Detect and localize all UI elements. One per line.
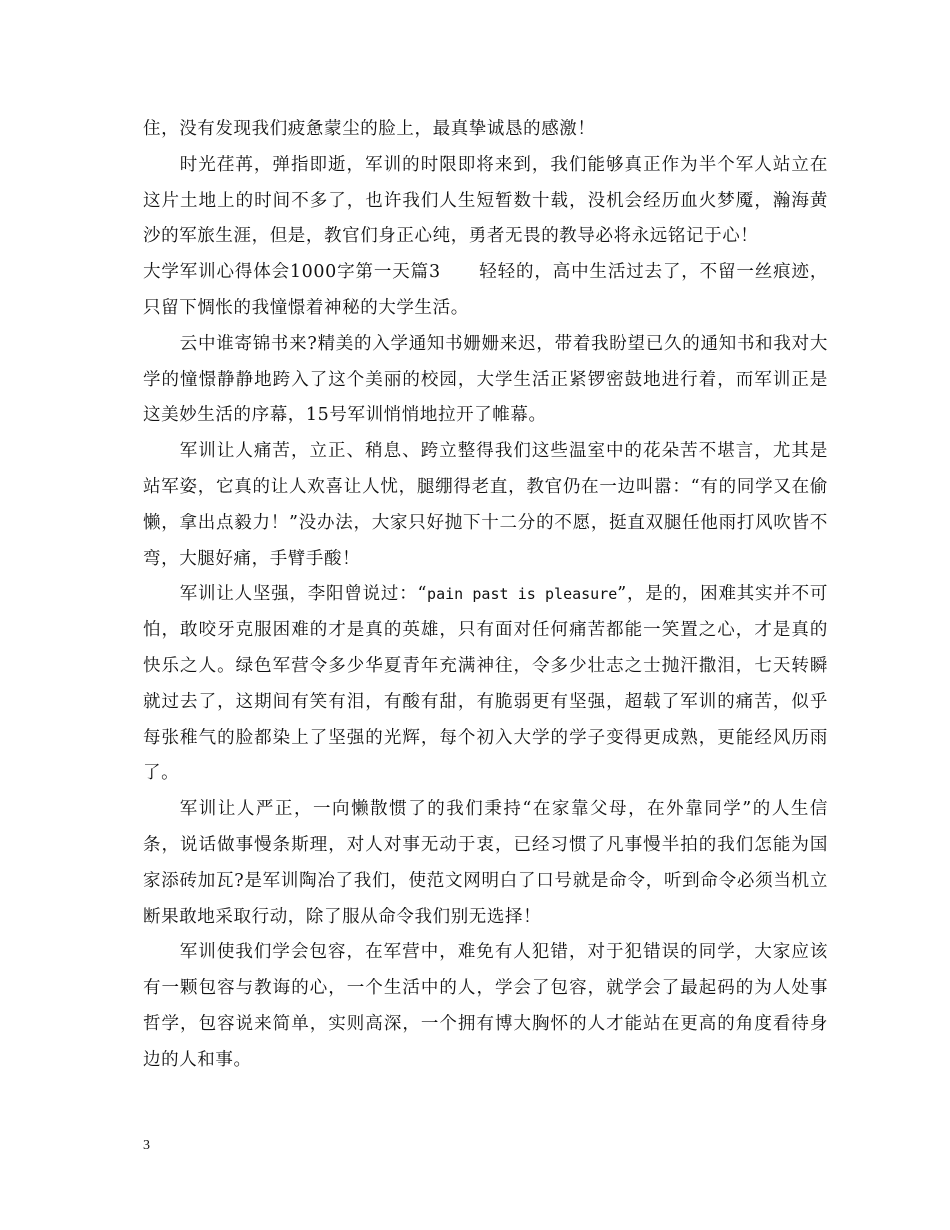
section-heading: 大学军训心得体会1000字第一天篇3 (143, 262, 441, 283)
paragraph: 军训使我们学会包容，在军营中，难免有人犯错，对于犯错误的同学，大家应该有一颗包容与教诲的心，一个生活中的人，学会了包容，就学会了最起码的为人处事哲学，包容说来简单，实则高深，一个拥有博大胸怀的人才能站在更高的角度看待身边的人和事。 (143, 942, 828, 1070)
english-quote: pain past is pleasure (427, 585, 618, 604)
paragraph: 时光荏苒，弹指即逝，军训的时限即将来到，我们能够真正作为半个军人站立在这片土地上的时间不多了，也许我们人生短暂数十载，没机会经历血火梦魇，瀚海黄沙的军旅生涯，但是，教官们身正心纯，勇者无畏的教导必将永远铭记于心！ (143, 154, 828, 247)
page-number: 3 (143, 1138, 150, 1153)
section-heading-paragraph (143, 255, 828, 327)
paragraph-text: ”，是的，困难其实并不可怕，敢咬牙克服困难的才是真的英雄，只有面对任何痛苦都能一笑置之心，才是真的快乐之人。绿色军营令多少华夏青年充满神往，令多少壮志之士抛汗撒泪，七天转瞬就过去了，这期间有笑有泪，有酸有甜，有脆弱更有坚强，超载了军训的痛苦，似乎每张稚气的脸都染上了坚强的光辉，每个初入大学的学子变得更成熟，更能经风历雨了。 (143, 584, 828, 784)
paragraph-text: 军训让人坚强，李阳曾说过：“ (179, 584, 428, 605)
paragraph: 云中谁寄锦书来?精美的入学通知书姗姗来迟，带着我盼望已久的通知书和我对大学的憧憬静静地跨入了这个美丽的校园，大学生活正紧锣密鼓地进行着，而军训正是这美妙生活的序幕，15号军训悄悄地拉开了帷幕。 (143, 333, 828, 426)
paragraph: 军训让人痛苦，立正、稍息、跨立整得我们这些温室中的花朵苦不堪言，尤其是站军姿，它真的让人欢喜让人忧，腿绷得老直，教官仍在一边叫嚣：“有的同学又在偷懒，拿出点毅力！”没办法，大家只好抛下十二分的不愿，挺直双腿任他雨打风吹皆不弯，大腿好痛，手臂手酸！ (143, 441, 828, 569)
document-body (143, 112, 828, 1079)
paragraph: 军训让人严正，一向懒散惯了的我们秉持“在家靠父母，在外靠同学”的人生信条，说话做事慢条斯理，对人对事无动于衷，已经习惯了凡事慢半拍的我们怎能为国家添砖加瓦?是军训陶冶了我们，使范文网明白了口号就是命令，听到命令必须当机立断果敢地采取行动，除了服从命令我们别无选择！ (143, 799, 828, 927)
paragraph-continuation: 住，没有发现我们疲惫蒙尘的脸上，最真挚诚恳的感激！ (143, 119, 596, 139)
paragraph-text: 轻轻的，高中生活过去了，不留一丝痕迹，只留下惆怅的我憧憬着神秘的大学生活。 (143, 262, 828, 318)
paragraph (143, 577, 828, 792)
